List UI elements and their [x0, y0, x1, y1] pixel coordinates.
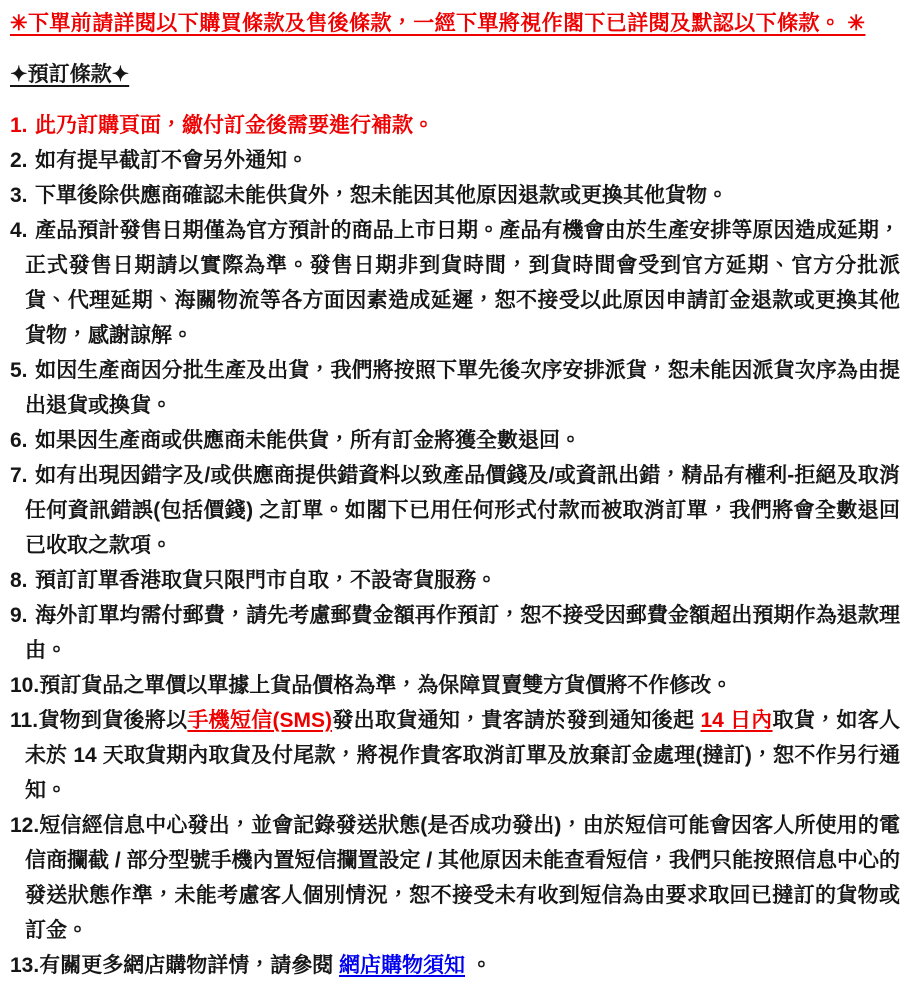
term-item-12	[10, 808, 900, 948]
term-number: 12.	[10, 814, 40, 837]
term-item-10	[10, 668, 900, 703]
term-text-segment: 下單後除供應商確認未能供貨外，恕未能因其他原因退款或更換其他貨物。	[35, 184, 728, 207]
term-number: 8.	[10, 569, 28, 592]
term-number: 13.	[10, 954, 40, 977]
term-number: 9.	[10, 604, 28, 627]
term-text-segment: 如因生產商因分批生產及出貨，我們將按照下單先後次序安排派貨，恕未能因派貨次序為由提出退貨或換貨。	[25, 359, 900, 417]
term-number: 3.	[10, 184, 28, 207]
term-text-segment: 如果因生產商或供應商未能供貨，所有訂金將獲全數退回。	[35, 429, 581, 452]
term-item-11	[10, 703, 900, 808]
term-item-7	[10, 458, 900, 563]
term-number: 1.	[10, 114, 28, 137]
term-item-4	[10, 213, 900, 353]
term-text-segment: 如有出現因錯字及/或供應商提供錯資料以致產品價錢及/或資訊出錯，精品有權利-拒絕及取消任何資訊錯誤(包括價錢) 之訂單。如閣下已用任何形式付款而被取消訂單，我們將會全數退回已收取之款項。	[25, 464, 900, 557]
term-number: 6.	[10, 429, 28, 452]
term-text-segment: 短信經信息中心發出，並會記錄發送狀態(是否成功發出)，由於短信可能會因客人所使用的電信商攔截 / 部分型號手機內置短信攔置設定 / 其他原因未能查看短信，我們只能按照信息中心的發送狀態作準，未能考慮客人個別情況，恕不接受未有收到短信為由要求取回已撻訂的貨物或訂金。	[25, 814, 901, 942]
preorder-terms-heading: ✦預訂條款✦	[10, 63, 130, 86]
term-number: 2.	[10, 149, 28, 172]
term-text-segment: 。	[465, 954, 492, 977]
term-text-segment: 預訂訂單香港取貨只限門市自取，不設寄貨服務。	[35, 569, 497, 592]
term-number: 11.	[10, 709, 39, 732]
term-item-6	[10, 423, 900, 458]
term-item-5	[10, 353, 900, 423]
term-text-segment: 取貨，如客人未於 14 天取貨期內取貨及付尾款，將視作貴客取消訂單及放棄訂金處理(撻訂)，恕不作另行通知。	[25, 709, 900, 802]
term-text-segment: 貨物到貨後將以	[38, 709, 188, 732]
sms-notice-highlight: 手機短信(SMS)	[187, 709, 333, 732]
term-item-13	[10, 948, 900, 983]
term-text-segment: 產品預計發售日期僅為官方預計的商品上市日期。產品有機會由於生產安排等原因造成延期，正式發售日期請以實際為準。發售日期非到貨時間，到貨時間會受到官方延期、官方分批派貨、代理延期、海關物流等各方面因素造成延遲，恕不接受以此原因申請訂金退款或更換其他貨物，感謝諒解。	[25, 219, 900, 347]
term-item-3	[10, 178, 900, 213]
term-text-segment: 預訂貨品之單價以單據上貨品價格為準，為保障買賣雙方貨價將不作修改。	[39, 674, 733, 697]
term-text-segment: 有關更多網店購物詳情，請參閱	[39, 954, 340, 977]
term-text-segment: 如有提早截訂不會另外通知。	[35, 149, 308, 172]
terms-list	[10, 108, 900, 983]
shop-guide-link[interactable]: 網店購物須知	[339, 954, 466, 977]
term-text-segment: 此乃訂購頁面，繳付訂金後需要進行補款。	[35, 114, 434, 137]
term-item-1	[10, 108, 900, 143]
preorder-warning-banner: ✳︎下單前請詳閱以下購買條款及售後條款，一經下單將視作閣下已詳閱及默認以下條款。 ✳︎	[10, 12, 866, 35]
term-number: 5.	[10, 359, 28, 382]
term-text-segment: 發出取貨通知，貴客請於發到通知後起	[332, 709, 701, 732]
section-title-row	[10, 61, 900, 91]
pickup-deadline-highlight: 14 日內	[700, 709, 773, 732]
term-number: 10.	[10, 674, 40, 697]
term-number: 4.	[10, 219, 28, 242]
term-text-segment: 海外訂單均需付郵費，請先考慮郵費金額再作預訂，恕不接受因郵費金額超出預期作為退款理由。	[25, 604, 900, 662]
term-item-8	[10, 563, 900, 598]
term-item-9	[10, 598, 900, 668]
term-item-2	[10, 143, 900, 178]
term-number: 7.	[10, 464, 28, 487]
